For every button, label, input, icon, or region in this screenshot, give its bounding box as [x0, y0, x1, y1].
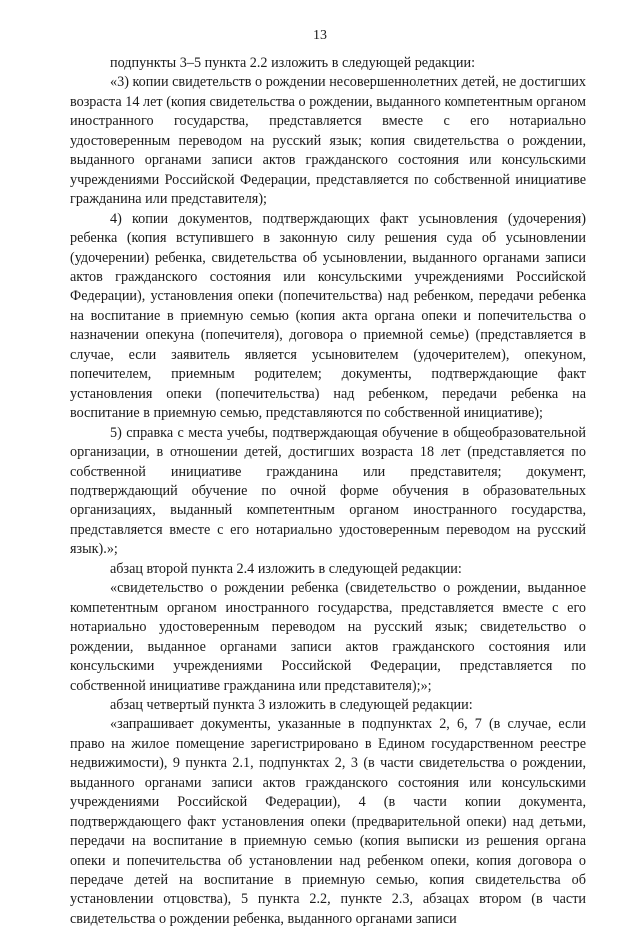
paragraph-amend-2-4-intro: абзац второй пункта 2.4 изложить в следующей редакции: — [110, 560, 462, 577]
paragraph-amend-3-intro: абзац четвертый пункта 3 изложить в следующей редакции: — [110, 696, 473, 713]
paragraph-item-5-school-certificate: 5) справка с места учебы, подтверждающая обучение в общеобразовательной организации, в отношении детей, достигших возраста 18 лет (представляется по собственной инициативе гражданина или представителя; документ, подтверждающий обучение по очной форме обучения в образовательных организациях, выданный компетентным органом иностранного государства, представляется вместе с его нотариально удостоверенным переводом на русский язык).»; — [70, 424, 586, 558]
page-number: 13 — [313, 28, 327, 43]
paragraph-item-4-adoption-documents: 4) копии документов, подтверждающих факт усыновления (удочерения) ребенка (копия вступившего в законную силу решения суда об усыновлении (удочерении) ребенка, свидетельства об усыновлении, выданного органами записи актов гражданского состояния или консульскими учреждениями Российской Федерации), установления опеки (попечительства) над ребенком, передачи ребенка на воспитание в приемную семью (копия акта органа опеки и попечительства о назначении опекуна (попечителя), договора о приемной семье) (представляется в случае, если заявитель является усыновителем (удочерителем), опекуном, попечителем, приемным родителем; документы, подтверждающие факт установления опеки (попечительства) над ребенком, передачи ребенка на воспитание в приемную семью, представляются по собственной инициативе); — [70, 210, 586, 422]
paragraph-birth-certificate-text: «свидетельство о рождении ребенка (свидетельство о рождении, выданное компетентным органом иностранного государства, представляется вместе с его нотариально удостоверенным переводом на русский язык; свидетельство о рождении, выданное органами записи актов гражданского состояния или консульскими учреждениями Российской Федерации, представляется по собственной инициативе гражданина или представителя);»; — [70, 580, 586, 694]
paragraph-requests-documents: «запрашивает документы, указанные в подпунктах 2, 6, 7 (в случае, если право на жилое помещение зарегистрировано в Едином государственном реестре недвижимости), 9 пункта 2.1, подпунктах 2, 3 (в части свидетельства о рождении, выданного органами записи актов гражданского состояния или консульскими учреждениями Российской Федерации), 4 (в части копии документа, подтверждающего факт установления опеки (предварительной опеки) над детьми, передачи на воспитание в приемную семью (копия выписки из решения органа опеки и попечительства об установлении над ребенком опеки, копия договора о передаче детей на воспитание в приемную семью, копия свидетельства об установлении отцовства), 5 пункта 2.2, пункте 2.3, абзацах втором (в части свидетельства о рождении ребенка, выданного органами записи — [70, 716, 586, 927]
paragraph-amend-subclauses-intro: подпункты 3–5 пункта 2.2 изложить в следующей редакции: — [110, 55, 476, 71]
paragraph-item-3-birth-certificates: «3) копии свидетельств о рождении несовершеннолетних детей, не достигших возраста 14 лет (копия свидетельства о рождении, выданного компетентным органом иностранного государства, представляется вместе с его нотариально удостоверенным переводом на русский язык; копия свидетельства о рождении, выданного органами записи актов гражданского состояния или консульскими учреждениями Российской Федерации, представляется по собственной инициативе гражданина или представителя); — [70, 74, 586, 208]
document-body — [70, 54, 586, 929]
